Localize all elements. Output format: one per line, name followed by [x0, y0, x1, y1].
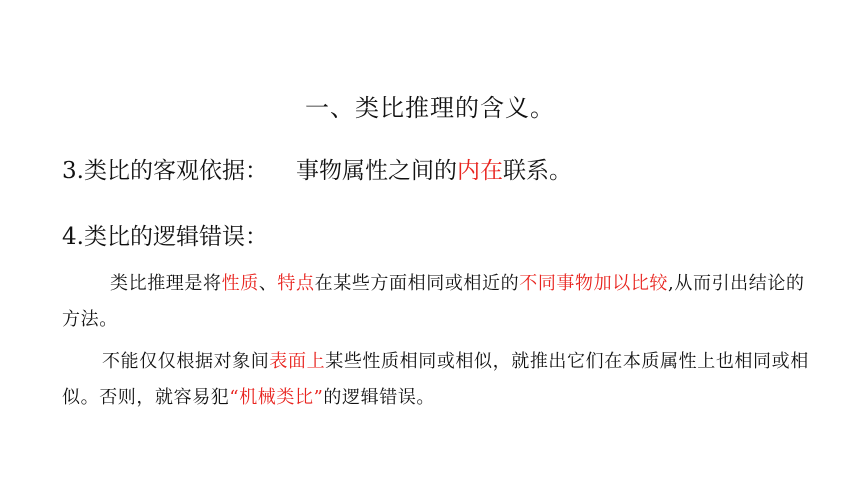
point-3-text-end: 联系。	[502, 158, 572, 184]
para2-text-1: 不能仅仅根据对象间	[102, 351, 270, 372]
section-title: 一、类比推理的含义。	[305, 94, 555, 122]
para2-highlight-mechanical: “机械类比”	[229, 387, 324, 408]
point-3	[62, 152, 572, 185]
para1-highlight-feature: 特点	[277, 273, 315, 294]
para1-text-3: 在某些方面相同或相近的	[314, 273, 520, 294]
para1-highlight-nature: 性质	[221, 273, 259, 294]
para2-text-2: 某些性质相同或相似，就推出它们在本质属性上也相同或相似。否则，就容易犯	[62, 351, 809, 408]
para1-text-1: 类比推理是将	[110, 273, 222, 294]
point-3-text: 事物属性之间的	[295, 158, 457, 184]
para1-text-4: ,从而引出结论的方法。	[62, 273, 805, 330]
paragraph-definition	[62, 266, 822, 338]
para1-text-2: 、	[258, 273, 278, 294]
point-4-label: 4.类比的逻辑错误：	[62, 224, 268, 250]
point-3-label: 3.类比的客观依据：	[62, 158, 268, 184]
point-3-highlight: 内在	[456, 158, 503, 184]
para2-highlight-surface: 表面上	[269, 351, 326, 372]
paragraph-error	[62, 344, 822, 416]
para2-text-3: 的逻辑错误。	[323, 387, 436, 408]
para1-highlight-compare: 不同事物加以比较	[519, 273, 669, 294]
